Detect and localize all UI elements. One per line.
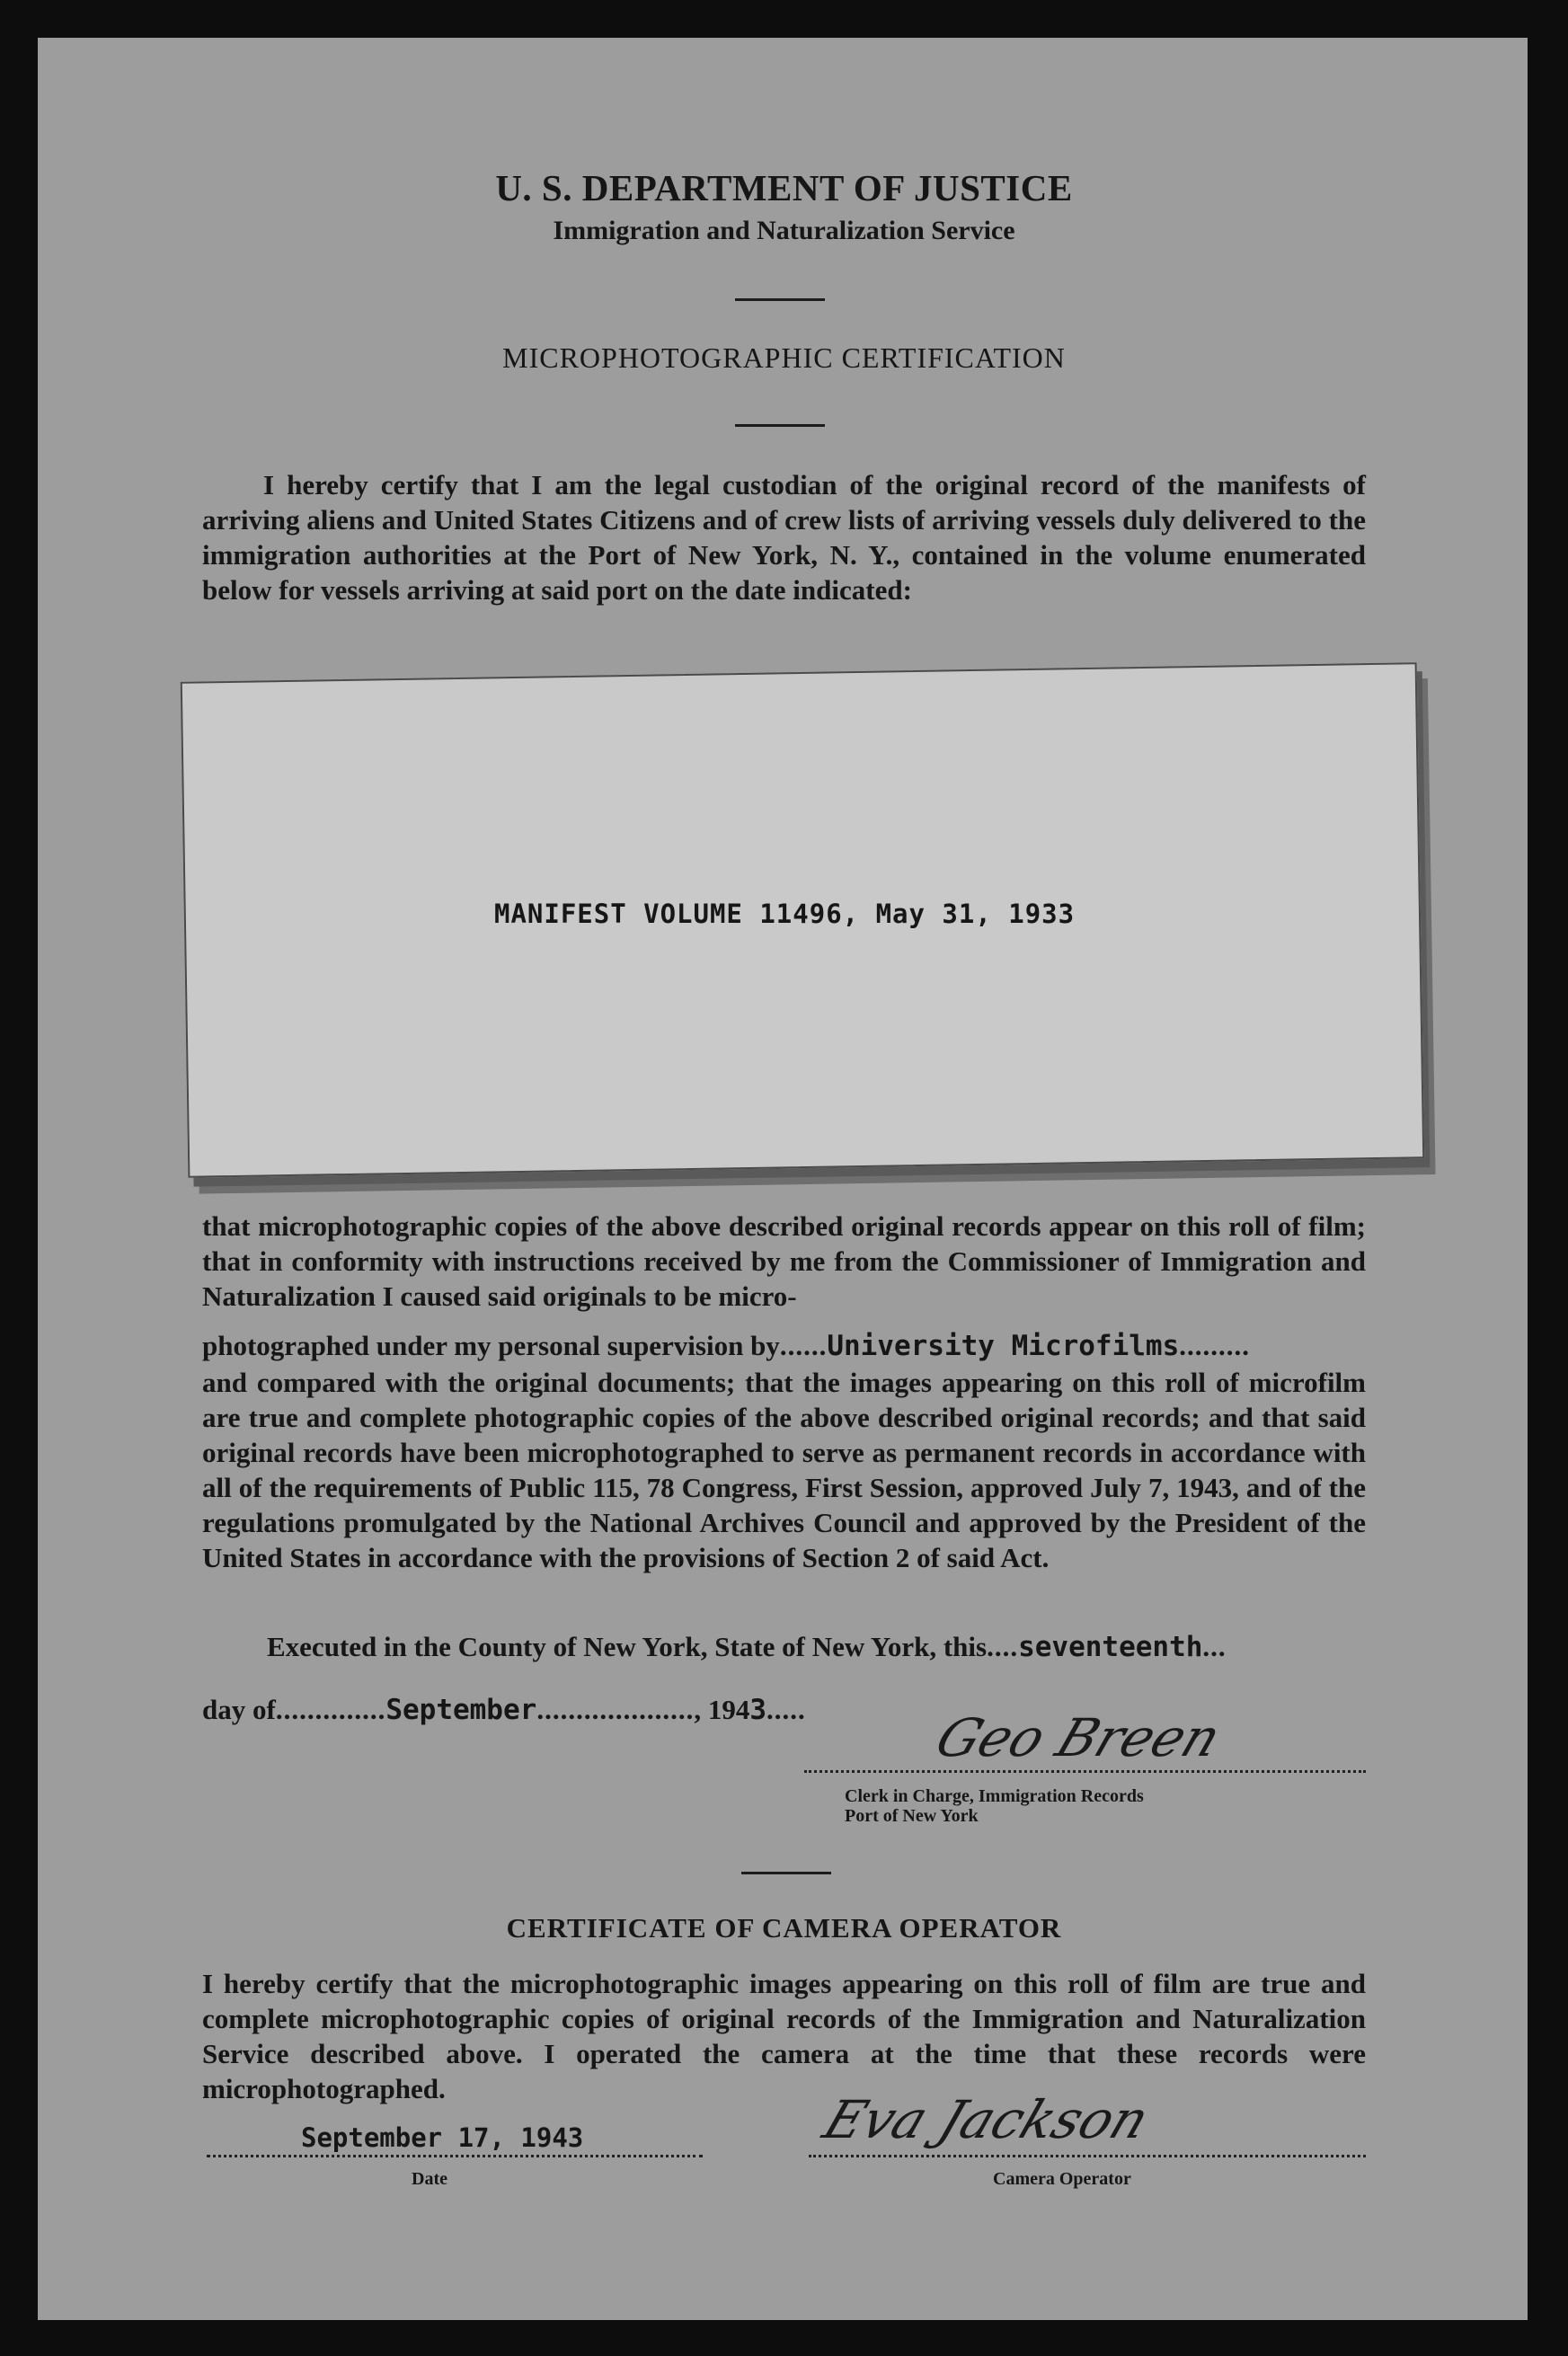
divider-second (735, 424, 825, 427)
clerk-signature: Geo Breen (927, 1707, 1229, 1768)
execution-prefix: Executed in the County of New York, State of New York, this (267, 1631, 988, 1662)
camera-date-value: September 17, 1943 (301, 2122, 584, 2153)
execution-line: Executed in the County of New York, State of New York, this....seventeenth... (267, 1631, 1227, 1663)
day-of-line: day of..............September...................., 1943..... (202, 1694, 806, 1726)
divider-top (735, 298, 825, 301)
camera-date-line (207, 2155, 703, 2157)
execution-day-word: seventeenth (1018, 1631, 1203, 1663)
camera-date-label: Date (412, 2169, 447, 2189)
supervisor-name: University Microfilms (827, 1330, 1180, 1362)
divider-camera (741, 1872, 831, 1874)
execution-year-prefix: , 194 (694, 1694, 750, 1725)
clerk-caption-line1: Clerk in Charge, Immigration Records (845, 1786, 1144, 1806)
camera-operator-paragraph: I hereby certify that the microphotographic images appearing on this roll of film are true and complete microphotographic copies of original records of the Immigration and Naturalization Service described above. I operated the camera at the time that these records were microphotographed. (202, 1968, 1366, 2104)
camera-operator-label: Camera Operator (993, 2169, 1131, 2189)
camera-operator-signature-line (809, 2155, 1366, 2157)
execution-month: September (385, 1694, 537, 1726)
execution-year-digit: 3 (749, 1694, 766, 1726)
camera-operator-signature: Eva Jackson (815, 2089, 1157, 2150)
supervision-prefix: photographed under my personal supervision by (202, 1330, 780, 1361)
clerk-signature-line (804, 1770, 1366, 1773)
service-subtitle: Immigration and Naturalization Service (553, 216, 1015, 245)
camera-operator-title: CERTIFICATE OF CAMERA OPERATOR (506, 1912, 1062, 1944)
certification-title: MICROPHOTOGRAPHIC CERTIFICATION (502, 341, 1066, 374)
day-of-label: day of (202, 1694, 276, 1725)
clerk-caption-line2: Port of New York (845, 1806, 979, 1826)
department-title: U. S. DEPARTMENT OF JUSTICE (495, 167, 1073, 208)
main-paragraph-part1: that microphotographic copies of the above described original records appear on this roll of film; that in conformity with instructions received by me from the Commissioner of Immigration and Naturalization I caused said originals to be micro- (202, 1210, 1366, 1312)
main-paragraph-part2: and compared with the original documents; that the images appearing on this roll of microfilm are true and complete photographic copies of the above described original records; and that said original records have been microphotographed to serve as permanent records in accordance with all of the requirements of Public 115, 78 Congress, First Session, approved July 7, 1943, and of the regulations promulgated by the National Archives Council and approved by the President of the United States in accordance with the provisions of Section 2 of said Act. (202, 1367, 1366, 1573)
intro-paragraph: I hereby certify that I am the legal custodian of the original record of the manifests of arriving aliens and United States Citizens and of crew lists of arriving vessels duly delivered to the immigration authorities at the Port of New York, N. Y., contained in the volume enumerated below for vessels arriving at said port on the date indicated: (202, 469, 1366, 606)
manifest-volume-text: MANIFEST VOLUME 11496, May 31, 1933 (494, 899, 1076, 929)
supervision-line: photographed under my personal supervision by......University Microfilms......... (202, 1330, 1250, 1362)
